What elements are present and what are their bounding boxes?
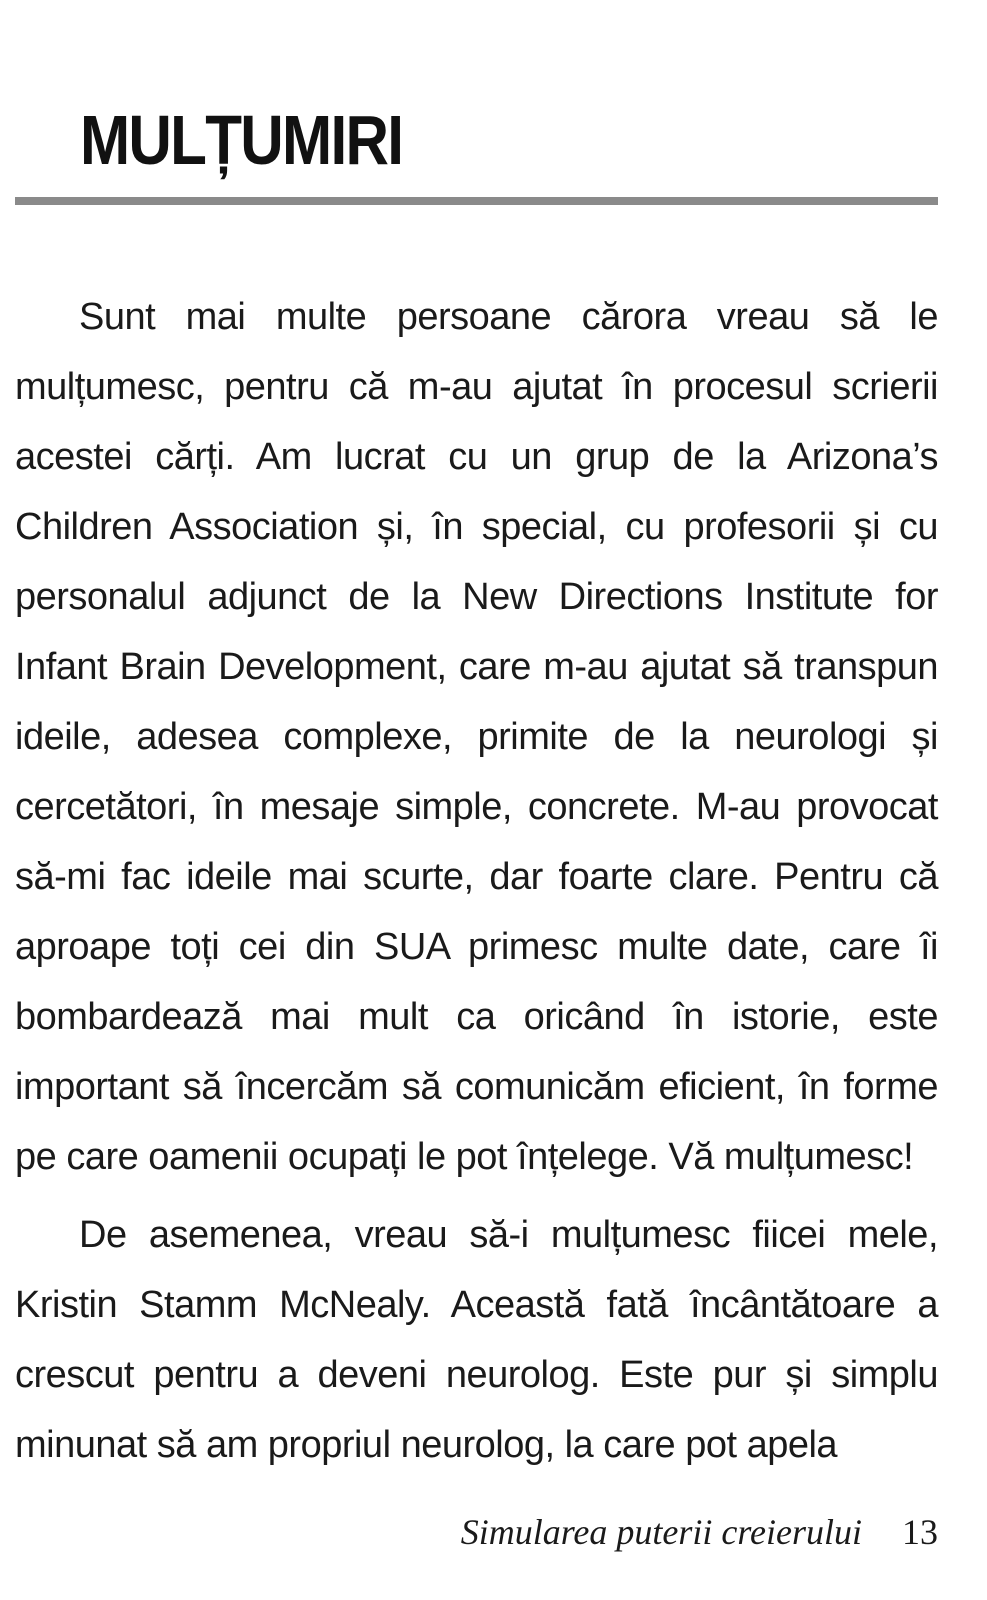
page-number: 13 xyxy=(902,1512,938,1552)
title-divider xyxy=(15,197,938,205)
paragraph-2: De asemenea, vreau să-i mulțumesc fiicei mele, Kristin Stamm McNealy. Această fată încântătoare a crescut pentru a deveni neurolog. Este pur și simplu minunat să am propriul neurolog, la care pot apela xyxy=(15,1214,938,1466)
running-footer-title: Simularea puterii creierului xyxy=(460,1512,862,1552)
page-footer xyxy=(461,1510,938,1554)
body-text xyxy=(15,282,938,1480)
paragraph-1: Sunt mai multe persoane cărora vreau să le mulțumesc, pentru că m-au ajutat în procesul scrierii acestei cărți. Am lucrat cu un grup de la Arizona’s Children Association și, în special, cu profesorii și cu personalul adjunct de la New Directions Institute for Infant Brain Development, care m-au ajutat să transpun ideile, adesea complexe, primite de la neurologi și cercetători, în mesaje simple, concrete. M-au provocat să-mi fac ideile mai scurte, dar foarte clare. Pentru că aproape toți cei din SUA primesc multe date, care îi bombardează mai mult ca oricând în istorie, este important să încercăm să comunicăm eficient, în forme pe care oamenii ocupați le pot înțelege. Vă mulțumesc! xyxy=(15,296,938,1178)
chapter-title: MULȚUMIRI xyxy=(80,101,403,179)
